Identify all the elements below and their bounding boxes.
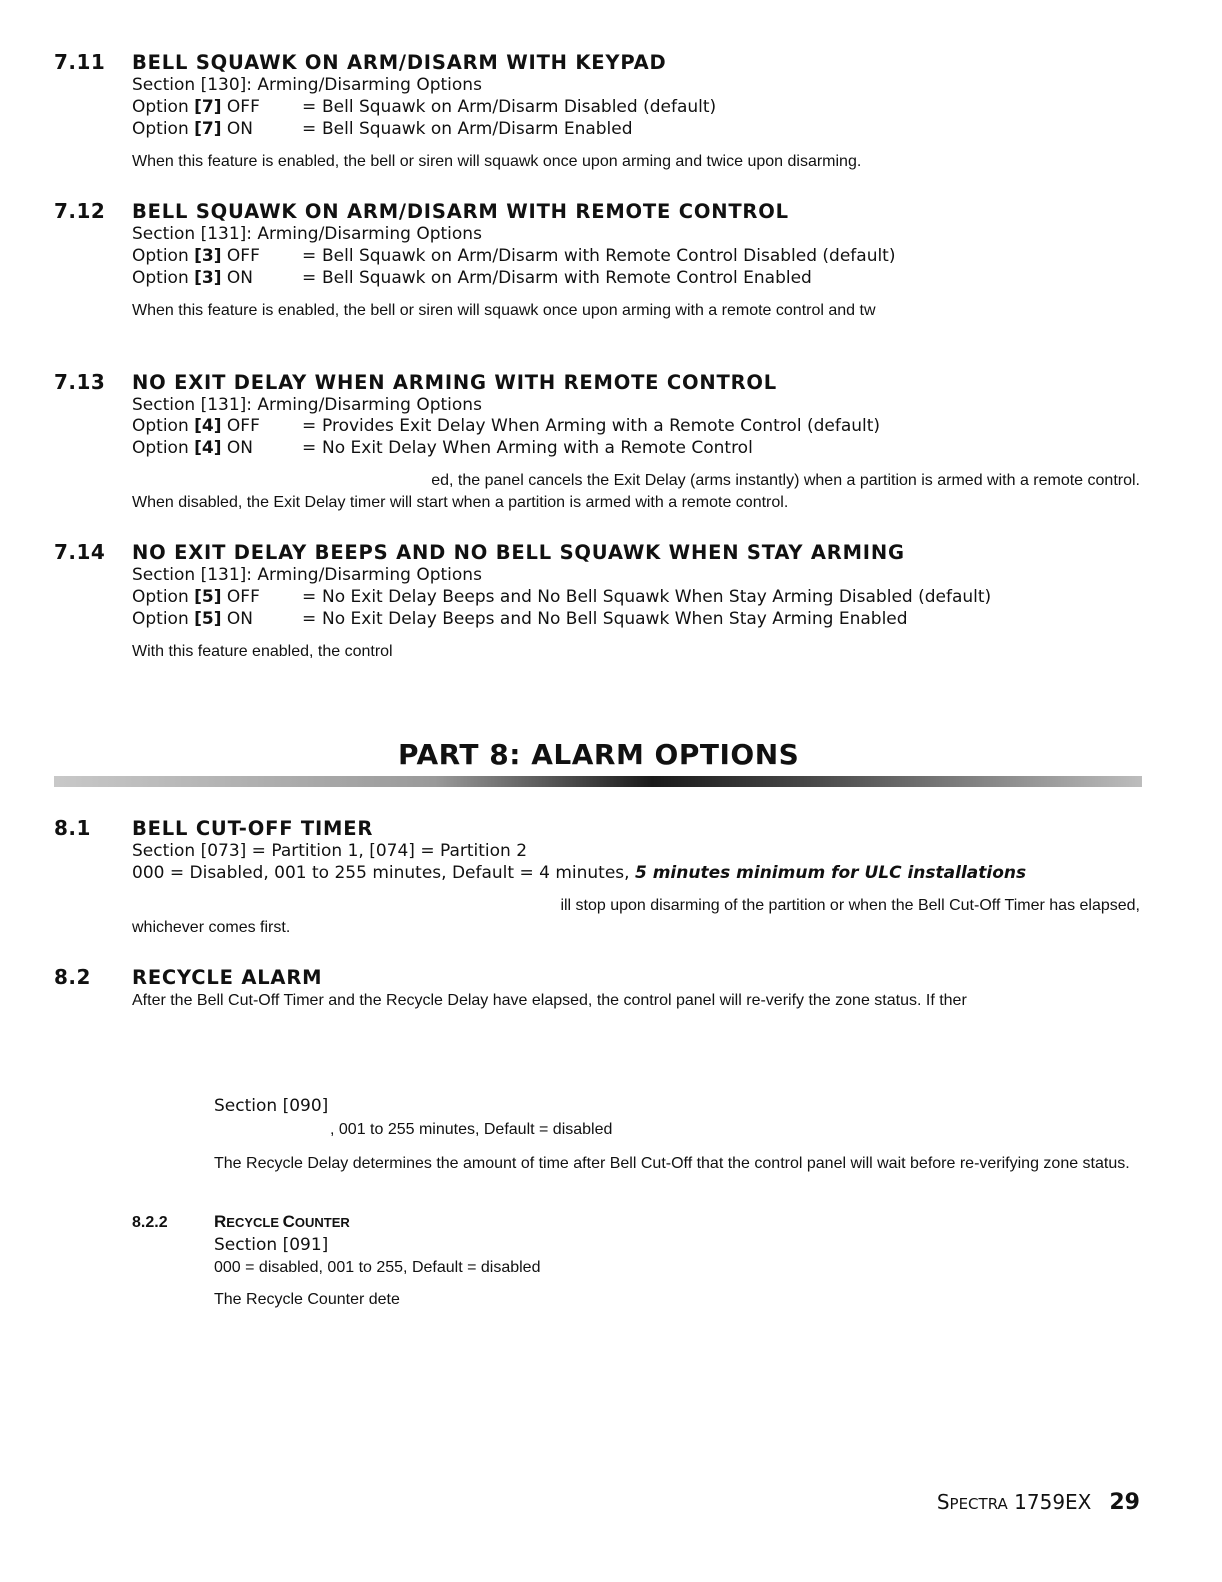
section-number-7-14: 7.14 xyxy=(54,540,106,564)
body-text-7-11: When this feature is enabled, the bell or siren will squawk once upon arming and twice upon disarming. xyxy=(132,153,862,170)
section-title-7-12: BELL SQUAWK ON ARM/DISARM WITH REMOTE CONTROL xyxy=(132,200,789,223)
option-off-7-11: Option [7] OFF = Bell Squawk on Arm/Disarm Disabled (default) xyxy=(132,97,717,117)
section-ref-7-12: Section [131]: Arming/Disarming Options xyxy=(132,224,482,244)
range-recycle-delay: , 001 to 255 minutes, Default = disabled xyxy=(330,1121,613,1138)
section-title-7-13: NO EXIT DELAY WHEN ARMING WITH REMOTE CONTROL xyxy=(132,371,778,394)
section-number-7-11: 7.11 xyxy=(54,50,106,74)
option-off-7-13: Option [4] OFF = Provides Exit Delay When Arming with a Remote Control (default) xyxy=(132,416,881,436)
option-on-7-13: Option [4] ON = No Exit Delay When Arming with a Remote Control xyxy=(132,438,753,458)
section-ref-7-14: Section [131]: Arming/Disarming Options xyxy=(132,565,482,585)
part-divider-bar xyxy=(54,776,1142,787)
option-on-7-14: Option [5] ON = No Exit Delay Beeps and No Bell Squawk When Stay Arming Enabled xyxy=(132,609,908,629)
part-title: PART 8: ALARM OPTIONS xyxy=(398,738,800,771)
body-text-7-13-line2: When disabled, the Exit Delay timer will start when a partition is armed with a remote control. xyxy=(132,494,789,511)
section-ref-8-1: Section [073] = Partition 1, [074] = Partition 2 xyxy=(132,841,528,861)
range-8-1: 000 = Disabled, 001 to 255 minutes, Default = 4 minutes, 5 minutes minimum for ULC installations xyxy=(132,863,1027,883)
page-number: 29 xyxy=(1109,1490,1140,1515)
body-text-recycle-delay: The Recycle Delay determines the amount of time after Bell Cut-Off that the control panel will wait before re-verifying zone status. xyxy=(214,1155,1130,1172)
body-text-8-1-line1: ill stop upon disarming of the partition or when the Bell Cut-Off Timer has elapsed, xyxy=(560,897,1140,914)
option-on-7-12: Option [3] ON = Bell Squawk on Arm/Disarm with Remote Control Enabled xyxy=(132,268,812,288)
body-text-8-2-2: The Recycle Counter dete xyxy=(214,1291,400,1308)
body-text-7-12: When this feature is enabled, the bell or siren will squawk once upon arming with a remote control and tw xyxy=(132,302,876,319)
page-footer xyxy=(937,1490,1140,1515)
body-text-7-14: With this feature enabled, the control xyxy=(132,643,393,660)
option-off-7-14: Option [5] OFF = No Exit Delay Beeps and No Bell Squawk When Stay Arming Disabled (default) xyxy=(132,587,992,607)
section-title-7-14: NO EXIT DELAY BEEPS AND NO BELL SQUAWK WHEN STAY ARMING xyxy=(132,541,905,564)
body-text-8-1-line2: whichever comes first. xyxy=(132,919,291,936)
ulc-note: 5 minutes minimum for ULC installations xyxy=(634,863,1027,883)
option-off-7-12: Option [3] OFF = Bell Squawk on Arm/Disarm with Remote Control Disabled (default) xyxy=(132,246,896,266)
section-ref-8-2-2: Section [091] xyxy=(214,1235,329,1255)
body-text-7-13-line1: ed, the panel cancels the Exit Delay (arms instantly) when a partition is armed with a remote control. xyxy=(431,472,1140,489)
section-ref-recycle-delay: Section [090] xyxy=(214,1096,329,1116)
range-8-2-2: 000 = disabled, 001 to 255, Default = disabled xyxy=(214,1259,541,1276)
section-number-7-13: 7.13 xyxy=(54,370,106,394)
section-title-8-2: RECYCLE ALARM xyxy=(132,966,323,989)
option-on-7-11: Option [7] ON = Bell Squawk on Arm/Disarm Enabled xyxy=(132,119,633,139)
brand-name: SPECTRA 1759EX xyxy=(936,1490,1092,1514)
section-ref-7-13: Section [131]: Arming/Disarming Options xyxy=(132,395,482,415)
section-title-8-2-2: RECYCLE COUNTER xyxy=(214,1212,350,1231)
section-number-7-12: 7.12 xyxy=(54,199,106,223)
section-number-8-1: 8.1 xyxy=(54,816,91,840)
section-ref-7-11: Section [130]: Arming/Disarming Options xyxy=(132,75,482,95)
section-number-8-2: 8.2 xyxy=(54,965,91,989)
section-title-7-11: BELL SQUAWK ON ARM/DISARM WITH KEYPAD xyxy=(132,51,667,74)
section-title-8-1: BELL CUT-OFF TIMER xyxy=(132,817,374,840)
section-number-8-2-2: 8.2.2 xyxy=(132,1214,168,1231)
body-text-8-2: After the Bell Cut-Off Timer and the Recycle Delay have elapsed, the control panel will re-verify the zone status. If ther xyxy=(132,992,967,1009)
